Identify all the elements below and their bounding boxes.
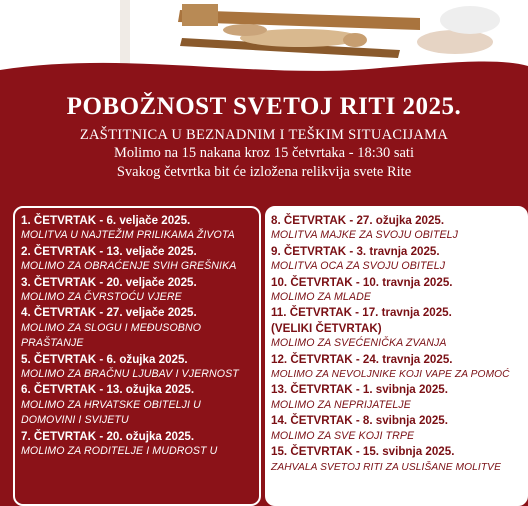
thursday-date: 6. ČETVRTAK - 13. ožujka 2025. <box>21 383 195 397</box>
prayer-intention: MOLIMO ZA ČVRSTOĆU VJERE <box>21 291 182 304</box>
list-item <box>21 429 259 460</box>
prayer-intention: MOLIMO ZA NEPRIJATELJE <box>271 398 411 411</box>
list-item <box>271 305 526 351</box>
left-schedule-box <box>13 206 261 506</box>
prayer-intention: MOLIMO ZA RODITELJE I MUDROST U <box>21 445 218 458</box>
thursday-date: 5. ČETVRTAK - 6. ožujka 2025. <box>21 352 188 366</box>
thursday-date: 3. ČETVRTAK - 20. veljače 2025. <box>21 275 197 289</box>
thursday-date: 8. ČETVRTAK - 27. ožujka 2025. <box>271 214 445 227</box>
list-item <box>271 275 526 306</box>
thursday-date: 12. ČETVRTAK - 24. travnja 2025. <box>271 352 453 366</box>
prayer-intention: MOLIMO ZA SVEĆENIČKA ZVANJA <box>271 337 447 350</box>
prayer-intention: MOLIMO ZA OBRAĆENJE SVIH GREŠNIKA <box>21 260 237 273</box>
thursday-date: 2. ČETVRTAK - 13. veljače 2025. <box>21 244 197 258</box>
prayer-intention: MOLIMO ZA HRVATSKE OBITELJI U DOMOVINI I SVIJETU <box>21 398 201 427</box>
prayer-intention: MOLIMO ZA SLOGU I MEĐUSOBNO PRAŠTANJE <box>21 321 202 350</box>
thursday-date: 1. ČETVRTAK - 6. veljače 2025. <box>21 214 191 227</box>
prayer-intention: MOLIMO ZA SVE KOJI TRPE <box>271 429 415 442</box>
list-item <box>21 213 259 244</box>
relic-info: Svakog četvrtka bit će izložena relikvija svete Rite <box>116 164 412 180</box>
thursday-date: 4. ČETVRTAK - 27. veljače 2025. <box>21 306 197 320</box>
prayer-intention: MOLITVA U NAJTEŽIM PRILIKAMA ŽIVOTA <box>21 229 235 242</box>
thursday-date: 10. ČETVRTAK - 10. travnja 2025. <box>271 275 453 289</box>
thursday-date: 14. ČETVRTAK - 8. svibnja 2025. <box>271 414 448 428</box>
prayer-intention: MOLIMO ZA BRAČNU LJUBAV I VJERNOST <box>21 368 239 381</box>
list-item <box>271 244 526 275</box>
header-wave <box>0 40 528 100</box>
prayer-intention: MOLIMO ZA MLADE <box>271 291 371 304</box>
page-title: POBOŽNOST SVETOJ RITI 2025. <box>66 93 462 120</box>
thursday-date: 11. ČETVRTAK - 17. travnja 2025. (VELIKI ČETVRTAK) <box>271 306 452 335</box>
prayer-intention: MOLIMO ZA NEVOLJNIKE KOJI VAPE ZA POMOĆ <box>271 369 510 381</box>
list-item <box>21 382 259 428</box>
schedule-info: Molimo na 15 nakana kroz 15 četvrtaka - 18:30 sati <box>114 145 414 161</box>
list-item <box>21 305 259 351</box>
prayer-intention: MOLITVA MAJKE ZA SVOJU OBITELJ <box>271 229 459 242</box>
list-item <box>271 352 526 383</box>
prayer-intention: ZAHVALA SVETOJ RITI ZA USLIŠANE MOLITVE <box>271 461 501 473</box>
header <box>0 92 528 182</box>
right-schedule-box <box>265 206 528 506</box>
prayer-intention: MOLITVA OCA ZA SVOJU OBITELJ <box>271 260 446 273</box>
list-item <box>21 275 259 306</box>
list-item <box>21 244 259 275</box>
list-item <box>21 352 259 383</box>
list-item <box>271 213 526 244</box>
list-item <box>271 382 526 413</box>
thursday-date: 13. ČETVRTAK - 1. svibnja 2025. <box>271 383 448 397</box>
thursday-date: 15. ČETVRTAK - 15. svibnja 2025. <box>271 445 455 459</box>
list-item <box>271 413 526 444</box>
list-item <box>271 444 526 475</box>
thursday-date: 9. ČETVRTAK - 3. travnja 2025. <box>271 244 440 258</box>
thursday-date: 7. ČETVRTAK - 20. ožujka 2025. <box>21 429 195 443</box>
page-subtitle: ZAŠTITNICA U BEZNADNIM I TEŠKIM SITUACIJAMA <box>79 127 449 143</box>
